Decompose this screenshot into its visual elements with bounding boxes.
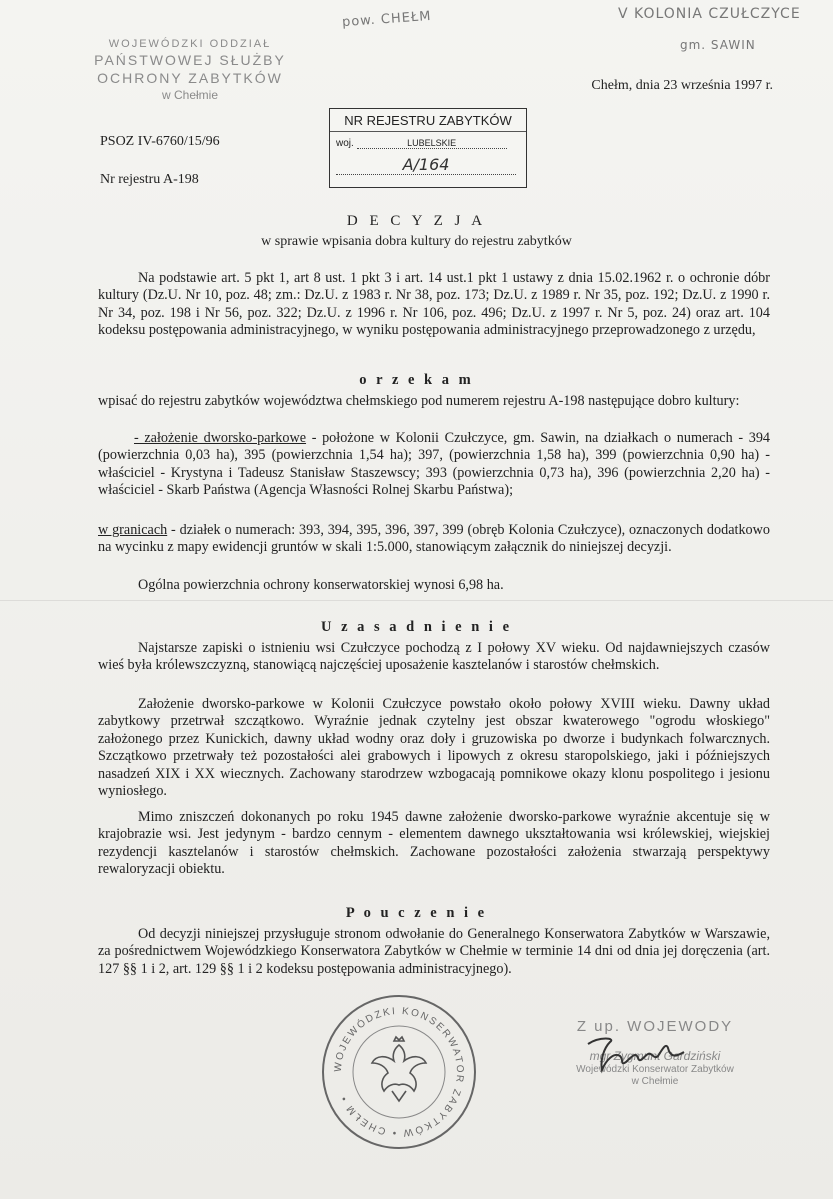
signature-on-behalf: Z up. WOJEWODY [576, 1018, 734, 1035]
office-line-1: WOJEWÓDZKI ODDZIAŁ [108, 38, 272, 50]
office-header-stamp [60, 38, 320, 102]
item-manor-park-label: - założenie dworsko-parkowe [134, 430, 307, 446]
pouczenie-heading: P o u c z e n i e [345, 905, 488, 921]
decision-title: D E C Y Z J A [346, 213, 487, 229]
register-stamp-woj-value: LUBELSKIE [357, 138, 507, 149]
register-stamp-title: NR REJESTRU ZABYTKÓW [330, 113, 526, 132]
justification-paragraph-3: Mimo zniszczeń dokonanych po roku 1945 dawne założenie dworsko-parkowe wyraźnie akcentuje się w krajobrazie wsi. Jest jedynym - bardzo cennym - elementem dawnego ukształtowania wsi królewskiej, wiejskiej rezydencji kasztelanów i starostów chełmskich. Zachowane pozostałości założenia stwarzają perspektywy rewaloryzacji obiektu. [98, 809, 770, 878]
justification-paragraph-1: Najstarsze zapiski o istnieniu wsi Czułczyce pochodzą z I połowy XV wieku. Od najdawniejszych czasów wieś była królewszczyzną, stanowiącą najczęściej uposażenie kasztelanów i starostów chełmskich. [98, 640, 770, 674]
signature-location: w Chełmie [631, 1076, 679, 1087]
total-area: Ogólna powierzchnia ochrony konserwatorskiej wynosi 6,98 ha. [138, 577, 504, 593]
seal-emblem-icon [324, 997, 474, 1147]
appeal-instructions: Od decyzji niniejszej przysługuje stronom odwołanie do Generalnego Konserwatora Zabytków w Warszawie, za pośrednictwem Wojewódzkiego Konserwatora Zabytków w Chełmie w terminie 14 dni od dnia jej doręczenia (art. 127 §§ 1 i 2, art. 129 §§ 1 i 2 kodeksu postępowania administracyjnego). [98, 926, 770, 977]
uzasadnienie-heading: U z a s a d n i e n i e [320, 619, 513, 635]
handwritten-signature-icon [580, 1030, 700, 1080]
register-stamp-voivodeship [336, 138, 526, 149]
office-line-3: OCHRONY ZABYTKÓW [97, 70, 283, 86]
handwritten-village: V KOLONIA CZUŁCZYCE [618, 6, 801, 22]
item-boundaries [98, 522, 770, 557]
register-stamp-woj-label: woj. [336, 138, 354, 149]
handwritten-county: pow. CHEŁM [341, 8, 432, 31]
signature-name: mgr Zygmunt Gardziński [589, 1049, 721, 1063]
orzekam-paragraph: wpisać do rejestru zabytków województwa chełmskiego pod numerem rejestru A-198 następujące dobro kultury: [98, 393, 740, 409]
register-stamp-number: A/164 [336, 155, 516, 175]
paper-fold [0, 600, 833, 601]
item-manor-park [98, 430, 770, 500]
orzekam-heading: o r z e k a m [359, 372, 474, 388]
signature-title: Wojewódzki Konserwator Zabytków [576, 1064, 734, 1075]
item-boundaries-label: w granicach [98, 522, 168, 538]
decision-subtitle: w sprawie wpisania dobra kultury do rejestru zabytków [261, 234, 572, 249]
item-manor-park-text: - położone w Kolonii Czułczyce, gm. Sawin, na działkach o numerach - 394 (powierzchnia 0,03 ha), 395 (powierzchnia 1,54 ha); 397, (powierzchnia 1,58 ha), 399 (powierzchnia 0,90 ha) - właściciel - Krystyna i Tadeusz Stanisław Staszewscy; 393 (powierzchnia 0,73 ha), 396 (powierzchnia 2,20 ha) - właściciel - Skarb Państwa (Agencja Własności Rolnej Skarbu Państwa); [98, 430, 771, 499]
register-number: Nr rejestru A-198 [100, 172, 199, 187]
document-date: Chełm, dnia 23 września 1997 r. [591, 78, 773, 93]
office-line-2: PAŃSTWOWEJ SŁUŻBY [94, 52, 286, 68]
item-boundaries-text: - działek o numerach: 393, 394, 395, 396, 397, 399 (obręb Kolonia Czułczyce), oznaczonych dodatkowo na wycinku z mapy ewidencji gruntów w skali 1:5.000, stanowiącym załącznik do niniejszej decyzji. [98, 522, 770, 556]
register-stamp [329, 108, 527, 188]
seal-text: WOJEWÓDZKI KONSERWATOR ZABYTKÓW • CHEŁM • [332, 1005, 466, 1139]
office-line-4: w Chełmie [161, 88, 218, 102]
legal-basis-paragraph: Na podstawie art. 5 pkt 1, art 8 ust. 1 pkt 3 i art. 14 ust.1 pkt 1 ustawy z dnia 15.02.1962 r. o ochronie dóbr kultury (Dz.U. Nr 10, poz. 48; zm.: Dz.U. z 1983 r. Nr 38, poz. 173; Dz.U. z 1989 r. Nr 35, poz. 192; Dz.U. z 1990 r. Nr 34, poz. 198 i Nr 56, poz. 322; Dz.U. z 1996 r. Nr 106, poz. 496; Dz.U. z 1997 r. Nr 5, poz. 24) oraz art. 104 kodeksu postępowania administracyjnego, w wyniku postępowania administracyjnego przeprowadzonego z urzędu, [98, 270, 770, 339]
official-round-seal [322, 995, 476, 1149]
handwritten-commune: gm. SAWIN [680, 38, 756, 52]
justification-paragraph-2: Założenie dworsko-parkowe w Kolonii Czułczyce powstało około połowy XVIII wieku. Dawny układ zabytkowy przetrwał szczątkowo. Wyraźnie jednak czytelny jest obszar kwaterowego "ogrodu włoskiego" założonego przez Kunickich, dawny układ wodny oraz doły i gruzowiska po dworze i budynkach folwarcznych. Szczątkowo przetrwały też pozostałości alei grabowych i lipowych z okresu staropolskiego, jaki i późniejszych nasadzeń XIX i XX wiecznych. Zachowany starodrzew wzbogacają pomnikowe okazy klonu pospolitego i jesionu wyniosłego. [98, 696, 770, 800]
case-reference: PSOZ IV-6760/15/96 [100, 134, 220, 149]
